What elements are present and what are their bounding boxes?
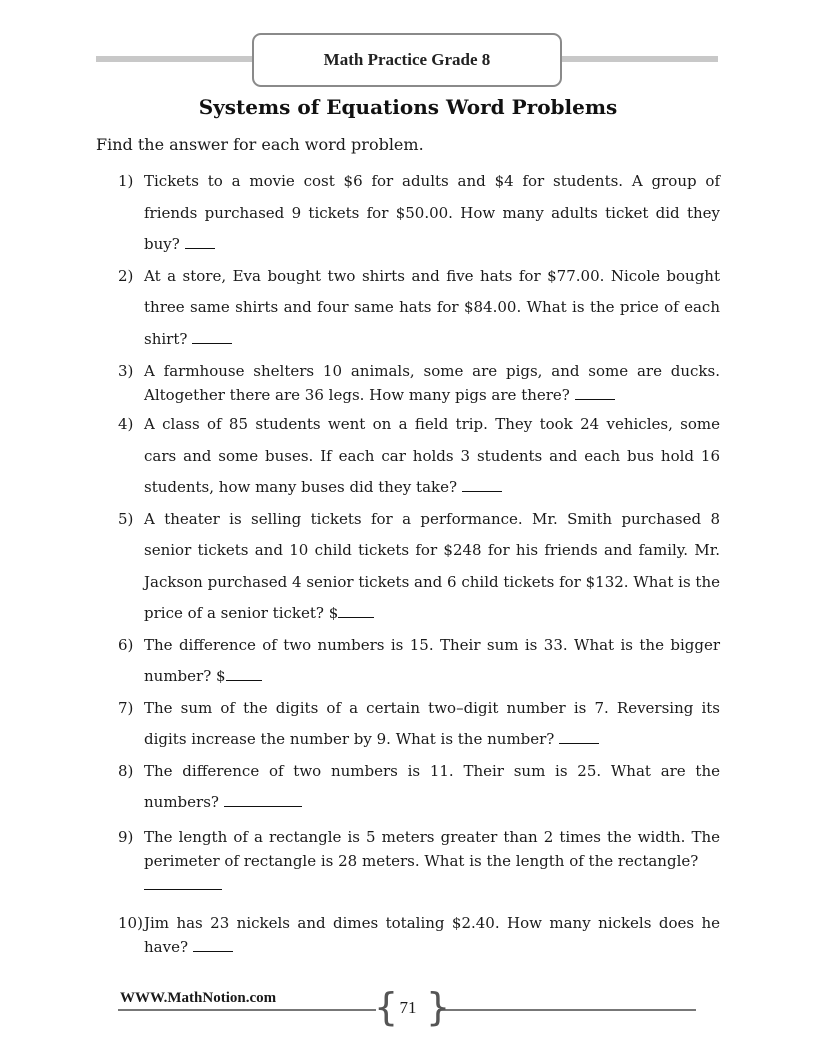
problem-1 bbox=[96, 166, 720, 261]
answer-blank[interactable] bbox=[462, 476, 502, 492]
problem-number: 4) bbox=[118, 415, 134, 433]
problem-number: 3) bbox=[118, 362, 134, 380]
problem-number: 7) bbox=[118, 698, 134, 717]
problem-number: 8) bbox=[118, 761, 134, 780]
problem-text: A farmhouse shelters 10 animals, some are pigs, and some are ducks. Altogether there are 36 legs. How many pigs are there? bbox=[144, 362, 720, 404]
problem-number: 2) bbox=[118, 266, 134, 285]
answer-blank[interactable] bbox=[224, 791, 302, 807]
problem-6 bbox=[96, 630, 720, 693]
problem-number: 1) bbox=[118, 172, 134, 190]
problem-2 bbox=[96, 261, 720, 356]
footer-website: WWW.MathNotion.com bbox=[120, 990, 277, 1006]
answer-blank[interactable] bbox=[185, 233, 215, 249]
problem-10 bbox=[96, 911, 720, 959]
problem-text: The length of a rectangle is 5 meters greater than 2 times the width. The perimeter of rectangle is 28 meters. What is the length of the rectangle? bbox=[144, 827, 720, 870]
answer-blank[interactable] bbox=[559, 728, 599, 744]
page-title: Systems of Equations Word Problems bbox=[198, 95, 618, 119]
problem-4 bbox=[96, 409, 720, 504]
footer-rule-right bbox=[438, 1009, 696, 1011]
problem-text: Tickets to a movie cost $6 for adults and $4 for students. A group of friends purchased 9 tickets for $50.00. How many adults ticket did they buy? bbox=[144, 172, 720, 253]
problem-text: A theater is selling tickets for a performance. Mr. Smith purchased 8 senior tickets and 10 child tickets for $248 for his friends and family. Mr. Jackson purchased 4 senior tickets and 6 child tickets for $132. What is the price of a senior ticket? $ bbox=[144, 509, 720, 622]
header-label: Math Practice Grade 8 bbox=[252, 33, 562, 87]
problem-text: The difference of two numbers is 15. Their sum is 33. What is the bigger number? $ bbox=[144, 635, 720, 685]
instructions: Find the answer for each word problem. bbox=[96, 135, 424, 154]
problem-8 bbox=[96, 756, 720, 819]
page-number: 71 bbox=[399, 998, 417, 1017]
problem-9 bbox=[96, 825, 720, 897]
problem-7 bbox=[96, 693, 720, 756]
problem-text: Jim has 23 nickels and dimes totaling $2.40. How many nickels does he have? bbox=[144, 913, 720, 956]
header-rule-right bbox=[562, 56, 718, 62]
answer-blank[interactable] bbox=[575, 384, 615, 400]
problem-list bbox=[96, 166, 720, 959]
problem-number: 10) bbox=[118, 913, 143, 932]
answer-blank[interactable] bbox=[338, 602, 374, 618]
answer-blank[interactable] bbox=[144, 875, 222, 890]
problem-5 bbox=[96, 504, 720, 630]
problem-text: At a store, Eva bought two shirts and five hats for $77.00. Nicole bought three same shirts and four same hats for $84.00. What is the price of each shirt? bbox=[144, 266, 720, 348]
answer-blank[interactable] bbox=[193, 936, 233, 952]
header-rule-left bbox=[96, 56, 252, 62]
problem-text: The sum of the digits of a certain two–digit number is 7. Reversing its digits increase the number by 9. What is the number? bbox=[144, 698, 720, 748]
left-brace-icon: { bbox=[374, 985, 399, 1029]
problem-text: A class of 85 students went on a field trip. They took 24 vehicles, some cars and some buses. If each car holds 3 students and each bus hold 16 students, how many buses did they take? bbox=[144, 415, 720, 496]
problem-number: 6) bbox=[118, 635, 134, 654]
problem-text: The difference of two numbers is 11. Their sum is 25. What are the numbers? bbox=[144, 761, 720, 811]
answer-blank[interactable] bbox=[226, 665, 262, 681]
problem-number: 9) bbox=[118, 827, 134, 846]
problem-3 bbox=[96, 359, 720, 407]
right-brace-icon: } bbox=[426, 985, 451, 1029]
problem-number: 5) bbox=[118, 509, 134, 528]
footer-rule-left bbox=[118, 1009, 376, 1011]
answer-blank[interactable] bbox=[192, 328, 232, 344]
